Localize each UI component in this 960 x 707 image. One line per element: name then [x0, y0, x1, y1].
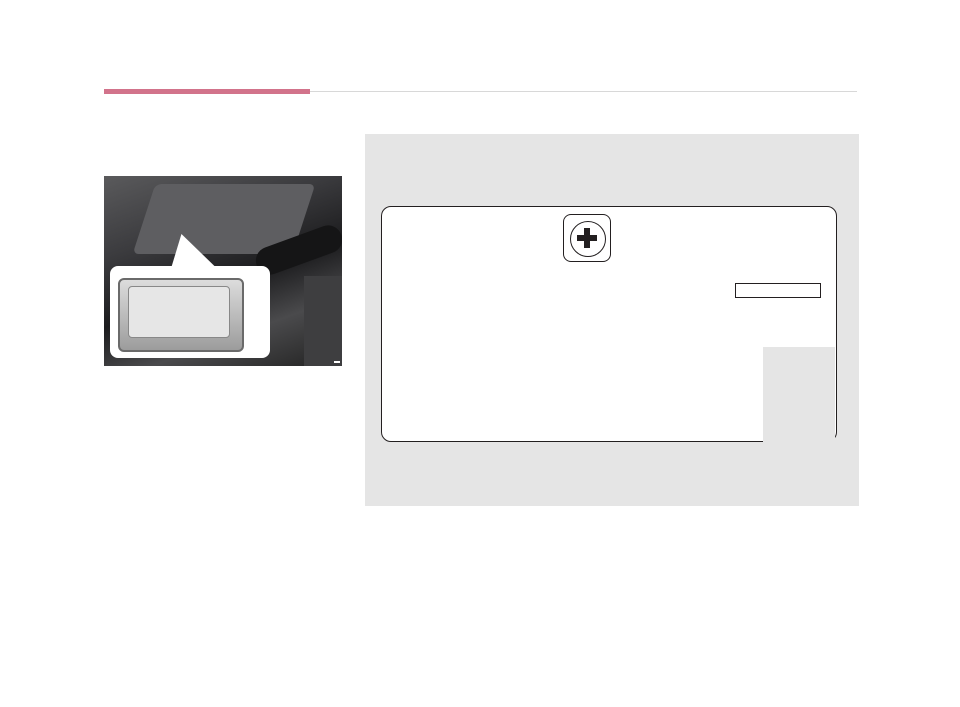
multi-fuse-title: [735, 283, 821, 298]
relay-plus-symbol: [563, 214, 611, 262]
fuse-box-cover-inner: [128, 286, 230, 338]
header-rule: [310, 91, 857, 92]
plus-vertical: [584, 228, 590, 248]
fuse-diagram: [365, 134, 859, 506]
engine-pipe: [304, 276, 342, 366]
engine-photo: [104, 176, 342, 366]
photo-code: [334, 361, 340, 363]
header-accent-bar: [104, 89, 310, 94]
panel-notch: [763, 347, 835, 443]
